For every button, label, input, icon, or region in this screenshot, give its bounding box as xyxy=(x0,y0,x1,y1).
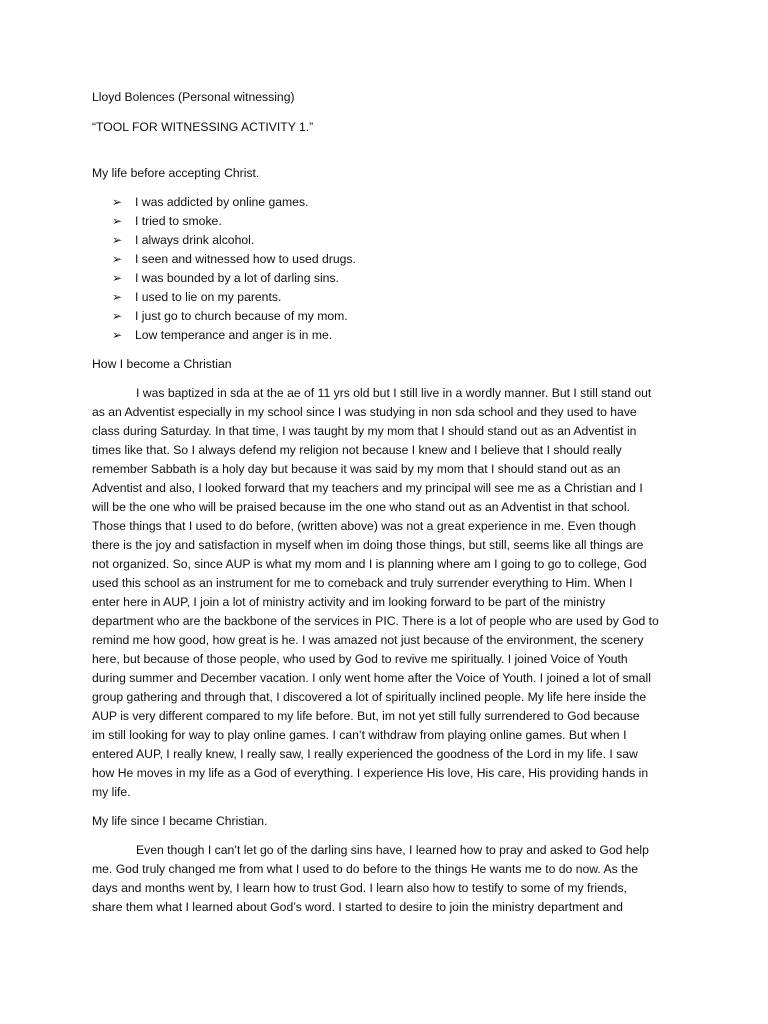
paragraph-line: Adventist and also, I looked forward that my teachers and my principal will see me as a Christian and I xyxy=(92,481,643,495)
since-paragraph xyxy=(92,841,658,917)
paragraph-line: how He moves in my life as a God of everything. I experience His love, His care, His providing hands in xyxy=(92,766,649,780)
paragraph-line: there is the joy and satisfaction in myself when im doing those things, but still, seems like all things are xyxy=(92,538,644,552)
paragraph-line: as an Adventist especially in my school since I was studying in non sda school and they used to have xyxy=(92,405,637,419)
paragraph-line: here, but because of those people, who used by God to revive me spiritually. I joined Voice of Youth xyxy=(92,652,628,666)
list-item xyxy=(92,231,658,250)
list-item xyxy=(92,307,658,326)
become-paragraph xyxy=(92,384,658,802)
arrow-bullet-icon: ➢ xyxy=(112,233,123,247)
arrow-bullet-icon: ➢ xyxy=(112,195,123,209)
paragraph-line: remember Sabbath is a holy day but because it was said by my mom that I should stand out as an xyxy=(92,462,621,476)
paragraph-line: department who are the backbone of the services in PIC. There is a lot of people who are used by God to xyxy=(92,614,659,628)
arrow-bullet-icon: ➢ xyxy=(112,214,123,228)
arrow-bullet-icon: ➢ xyxy=(112,290,123,304)
list-item-text: I just go to church because of my mom. xyxy=(135,309,348,323)
paragraph-line: times like that. So I always defend my religion not because I knew and I believe that I should really xyxy=(92,443,622,457)
list-item xyxy=(92,288,658,307)
section-heading-since: My life since I became Christian. xyxy=(92,814,268,828)
list-item xyxy=(92,250,658,269)
paragraph-line: enter here in AUP, I join a lot of ministry activity and im looking forward to be part of the ministry xyxy=(92,595,606,609)
list-item xyxy=(92,269,658,288)
paragraph-line: Those things that I used to do before, (written above) was not a great experience in me. Even though xyxy=(92,519,637,533)
list-item-text: I was bounded by a lot of darling sins. xyxy=(135,271,339,285)
arrow-bullet-icon: ➢ xyxy=(112,328,123,342)
arrow-bullet-icon: ➢ xyxy=(112,271,123,285)
paragraph-line: my life. xyxy=(92,785,131,799)
paragraph-line: Even though I can’t let go of the darling sins have, I learned how to pray and asked to God help xyxy=(136,843,649,857)
paragraph-line: entered AUP, I really knew, I really saw, I really experienced the goodness of the Lord in my life. I saw xyxy=(92,747,638,761)
document-title: “TOOL FOR WITNESSING ACTIVITY 1.” xyxy=(92,120,314,134)
before-list xyxy=(92,193,658,345)
paragraph-line: im still looking for way to play online games. I can’t withdraw from playing online games. But when I xyxy=(92,728,627,742)
paragraph-line: class during Saturday. In that time, I was taught by my mom that I should stand out as an Adventist in xyxy=(92,424,637,438)
arrow-bullet-icon: ➢ xyxy=(112,309,123,323)
section-heading-before: My life before accepting Christ. xyxy=(92,166,260,180)
arrow-bullet-icon: ➢ xyxy=(112,252,123,266)
list-item-text: I tried to smoke. xyxy=(135,214,222,228)
author-line: Lloyd Bolences (Personal witnessing) xyxy=(92,90,295,104)
list-item-text: I always drink alcohol. xyxy=(135,233,255,247)
list-item xyxy=(92,326,658,345)
spacer xyxy=(92,137,658,164)
paragraph-line: me. God truly changed me from what I used to do before to the things He wants me to do now. As the xyxy=(92,862,639,876)
section-heading-become: How I become a Christian xyxy=(92,357,232,371)
paragraph-line: group gathering and through that, I discovered a lot of spiritually inclined people. My life here inside the xyxy=(92,690,647,704)
list-item-text: I was addicted by online games. xyxy=(135,195,309,209)
paragraph-line: days and months went by, I learn how to trust God. I learn also how to testify to some of my friends, xyxy=(92,881,627,895)
paragraph-line: used this school as an instrument for me to comeback and truly surrender everything to Him. When I xyxy=(92,576,633,590)
paragraph-line: I was baptized in sda at the ae of 11 yrs old but I still live in a wordly manner. But I still stand out xyxy=(136,386,652,400)
list-item-text: I used to lie on my parents. xyxy=(135,290,282,304)
paragraph-line: remind me how good, how great is he. I was amazed not just because of the environment, the scenery xyxy=(92,633,644,647)
paragraph-line: AUP is very different compared to my life before. But, im not yet still fully surrendered to God because xyxy=(92,709,640,723)
paragraph-line: share them what I learned about God’s word. I started to desire to join the ministry department and xyxy=(92,900,623,914)
paragraph-line: during summer and December vacation. I only went home after the Voice of Youth. I joined a lot of small xyxy=(92,671,651,685)
list-item xyxy=(92,212,658,231)
list-item-text: Low temperance and anger is in me. xyxy=(135,328,333,342)
list-item xyxy=(92,193,658,212)
list-item-text: I seen and witnessed how to used drugs. xyxy=(135,252,356,266)
paragraph-line: will be the one who will be praised because im the one who stand out as an Adventist in that school. xyxy=(92,500,630,514)
paragraph-line: not organized. So, since AUP is what my mom and I is planning where am I going to go to college, God xyxy=(92,557,647,571)
